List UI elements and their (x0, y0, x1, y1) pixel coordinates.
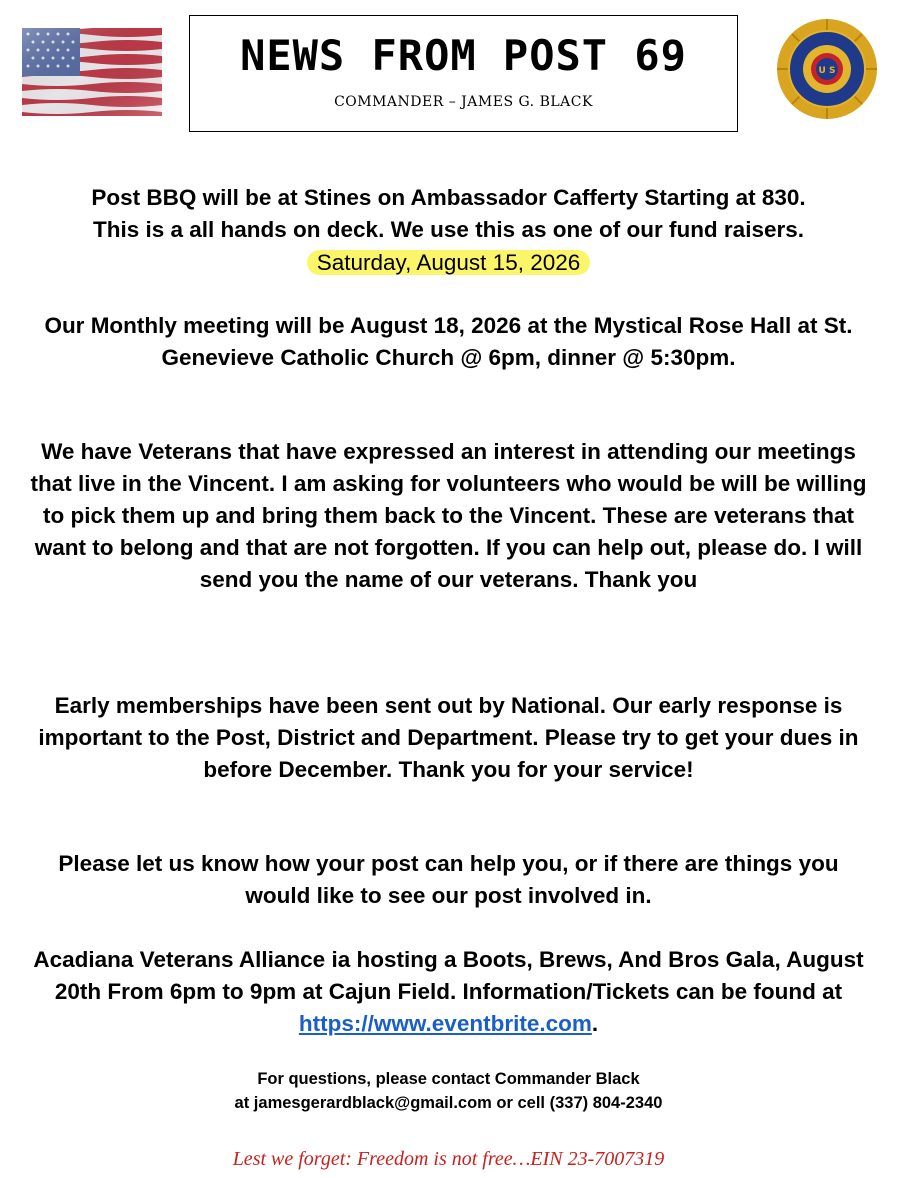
page-title: NEWS FROM POST 69 (240, 31, 687, 80)
meeting-paragraph: Our Monthly meeting will be August 18, 2026 at the Mystical Rose Hall at St. Genevieve Catholic Church @ 6pm, dinner @ 5:30pm. (44, 313, 853, 370)
commander-subtitle: COMMANDER – JAMES G. BLACK (334, 94, 593, 110)
bbq-line-2: This is a all hands on deck. We use this as one of our fund raisers. (92, 217, 804, 242)
svg-text:U S: U S (818, 66, 836, 76)
bbq-date (30, 248, 867, 278)
veterans-paragraph: We have Veterans that have expressed an interest in attending our meetings that live in the Vincent. I am asking for volunteers who would be will be willing to pick them up and bring them back to the Vincent. These are veterans that want to belong and that are not forgotten. If you can help out, please do. I will send you the name of our veterans. Thank you (30, 439, 867, 592)
footer-tagline: Lest we forget: Freedom is not free…EIN 23-7007319 (232, 1148, 665, 1170)
eventbrite-link[interactable]: https://www.eventbrite.com (298, 1011, 592, 1036)
contact-info (30, 1067, 867, 1115)
highlighted-date: Saturday, August 15, 2026 (307, 250, 591, 275)
contact-line-2: at jamesgerardblack@gmail.com or cell (337) 804-2340 (234, 1094, 663, 1112)
memberships-paragraph: Early memberships have been sent out by National. Our early response is important to the Post, District and Department. Please try to get your dues in before December. Thank you for your service! (38, 693, 859, 782)
american-flag-image (22, 28, 162, 116)
gala-end: . (591, 1011, 599, 1036)
help-paragraph: Please let us know how your post can help you, or if there are things you would like to see our post involved in. (58, 851, 839, 908)
newsletter-title-box (189, 15, 738, 132)
gala-text: Acadiana Veterans Alliance ia hosting a Boots, Brews, And Bros Gala, August 20th From 6pm to 9pm at Cajun Field. Information/Tickets can be found at (33, 947, 864, 1004)
bbq-line-1: Post BBQ will be at Stines on Ambassador Cafferty Starting at 830. (91, 185, 806, 210)
american-legion-emblem (775, 17, 879, 121)
contact-line-1: For questions, please contact Commander Black (257, 1070, 640, 1088)
bbq-announcement (30, 182, 867, 246)
gala-paragraph (30, 944, 867, 1040)
